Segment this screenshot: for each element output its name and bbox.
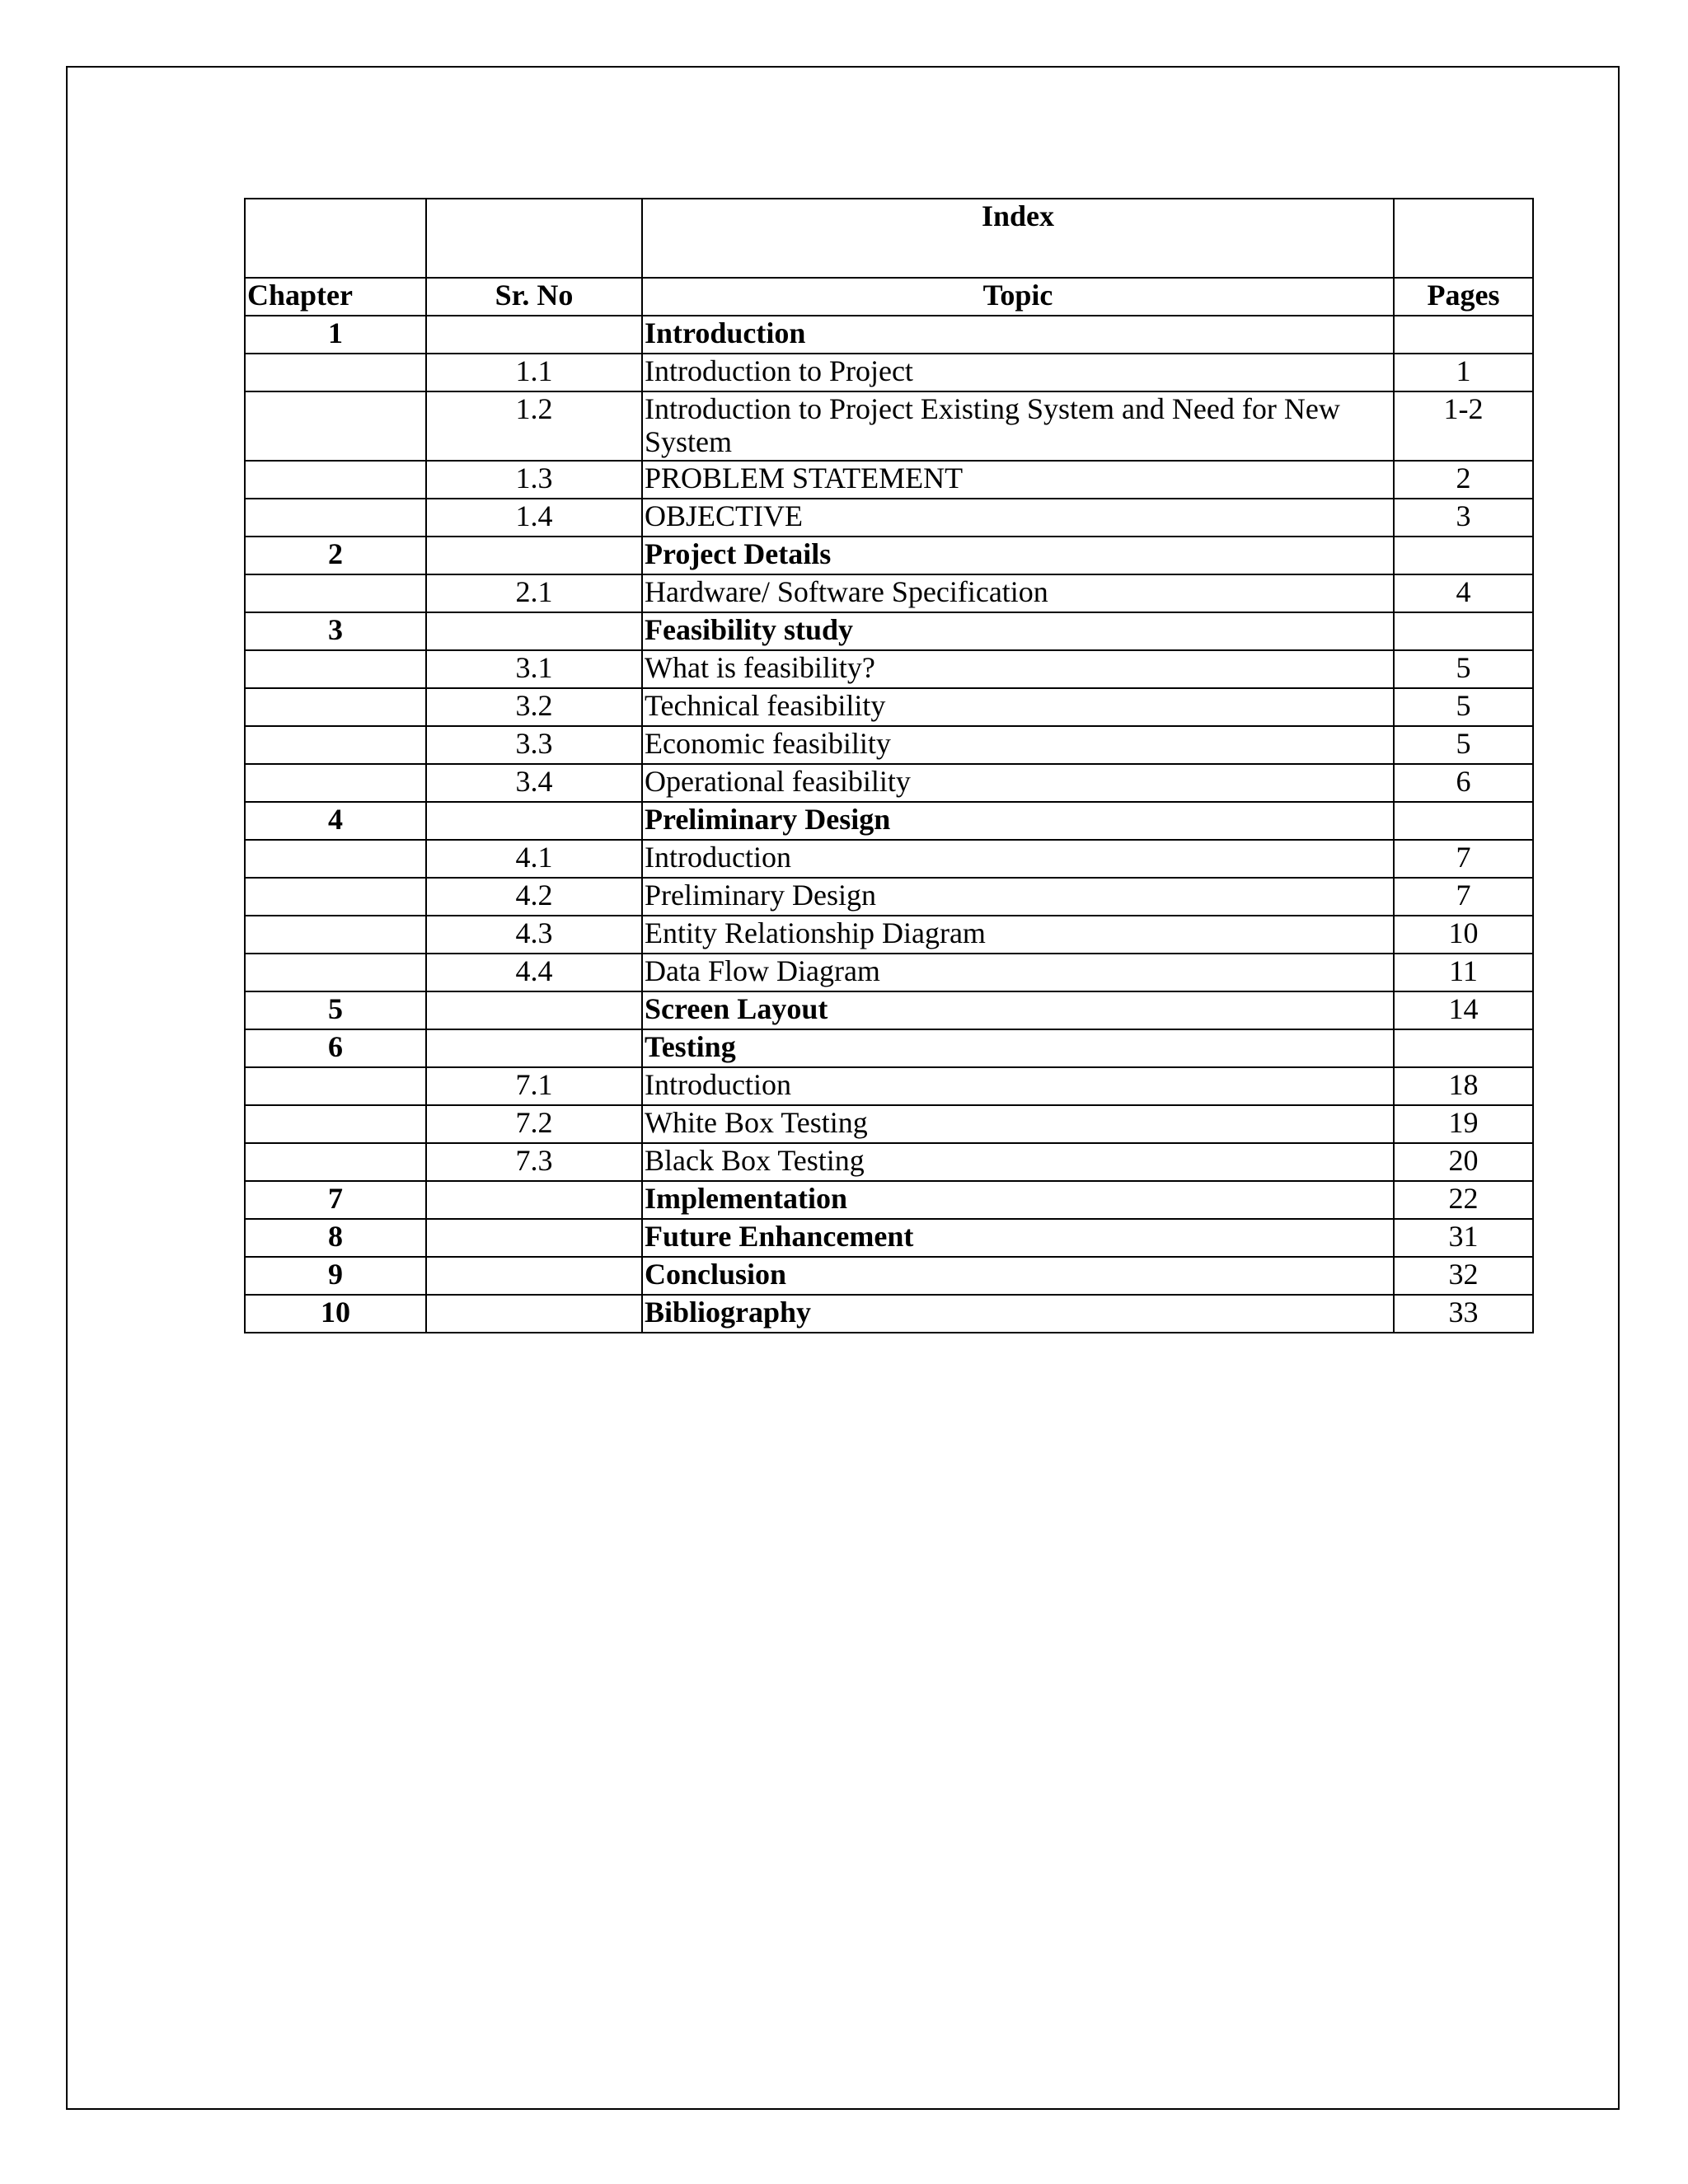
- section-number: 3.3: [426, 726, 642, 764]
- page-number: [1394, 537, 1533, 574]
- table-row: [245, 391, 1533, 461]
- section-number: [426, 537, 642, 574]
- topic-title: Hardware/ Software Specification: [642, 574, 1394, 612]
- section-number: [426, 1295, 642, 1333]
- page-number: [1394, 316, 1533, 354]
- table-row: [245, 499, 1533, 537]
- table-row: [245, 650, 1533, 688]
- chapter-number: 10: [245, 1295, 426, 1333]
- chapter-number: [245, 354, 426, 391]
- page-number: [1394, 802, 1533, 840]
- section-number: [426, 316, 642, 354]
- topic-title: Economic feasibility: [642, 726, 1394, 764]
- topic-title: Data Flow Diagram: [642, 954, 1394, 991]
- topic-title: Technical feasibility: [642, 688, 1394, 726]
- chapter-number: [245, 391, 426, 461]
- section-number: [426, 991, 642, 1029]
- page-number: 31: [1394, 1219, 1533, 1257]
- title-row: [245, 199, 1533, 278]
- page-number: 11: [1394, 954, 1533, 991]
- title-empty-cell: [245, 199, 426, 278]
- chapter-number: 8: [245, 1219, 426, 1257]
- section-number: 1.3: [426, 461, 642, 499]
- table-row: [245, 461, 1533, 499]
- section-number: 4.2: [426, 878, 642, 916]
- section-number: 3.2: [426, 688, 642, 726]
- page-number: 5: [1394, 726, 1533, 764]
- chapter-number: [245, 499, 426, 537]
- topic-title: White Box Testing: [642, 1105, 1394, 1143]
- page-number: 33: [1394, 1295, 1533, 1333]
- page-number: 2: [1394, 461, 1533, 499]
- chapter-number: 9: [245, 1257, 426, 1295]
- chapter-number: [245, 1105, 426, 1143]
- section-number: 2.1: [426, 574, 642, 612]
- table-row: [245, 688, 1533, 726]
- topic-title: What is feasibility?: [642, 650, 1394, 688]
- chapter-row: [245, 802, 1533, 840]
- title-empty-cell: [426, 199, 642, 278]
- page-number: 4: [1394, 574, 1533, 612]
- header-row: [245, 278, 1533, 316]
- topic-title: Preliminary Design: [642, 878, 1394, 916]
- chapter-row: [245, 1219, 1533, 1257]
- table-row: [245, 1143, 1533, 1181]
- page-number: 10: [1394, 916, 1533, 954]
- table-row: [245, 764, 1533, 802]
- topic-title: Introduction: [642, 316, 1394, 354]
- section-number: 3.4: [426, 764, 642, 802]
- chapter-number: [245, 764, 426, 802]
- table-row: [245, 726, 1533, 764]
- page-number: 3: [1394, 499, 1533, 537]
- table-row: [245, 354, 1533, 391]
- chapter-number: [245, 878, 426, 916]
- section-number: 4.4: [426, 954, 642, 991]
- table-row: [245, 574, 1533, 612]
- topic-title: Introduction: [642, 1067, 1394, 1105]
- page-number: [1394, 612, 1533, 650]
- index-table-body: [245, 199, 1533, 1333]
- section-number: [426, 1181, 642, 1219]
- page-number: 7: [1394, 878, 1533, 916]
- section-number: [426, 1029, 642, 1067]
- section-number: 3.1: [426, 650, 642, 688]
- page-number: [1394, 1029, 1533, 1067]
- page-number: 20: [1394, 1143, 1533, 1181]
- topic-title: Entity Relationship Diagram: [642, 916, 1394, 954]
- topic-title: Screen Layout: [642, 991, 1394, 1029]
- page-number: 5: [1394, 650, 1533, 688]
- chapter-number: 4: [245, 802, 426, 840]
- chapter-number: [245, 650, 426, 688]
- topic-title: Future Enhancement: [642, 1219, 1394, 1257]
- topic-title: Introduction to Project: [642, 354, 1394, 391]
- section-number: 7.2: [426, 1105, 642, 1143]
- chapter-number: [245, 916, 426, 954]
- page-number: 19: [1394, 1105, 1533, 1143]
- section-number: 1.4: [426, 499, 642, 537]
- header-topic: Topic: [642, 278, 1394, 316]
- page-title: Index: [642, 199, 1394, 278]
- page-number: 14: [1394, 991, 1533, 1029]
- chapter-row: [245, 612, 1533, 650]
- header-chapter: Chapter: [245, 278, 426, 316]
- table-row: [245, 1067, 1533, 1105]
- table-row: [245, 878, 1533, 916]
- chapter-number: [245, 840, 426, 878]
- page-number: 6: [1394, 764, 1533, 802]
- chapter-row: [245, 991, 1533, 1029]
- header-pages: Pages: [1394, 278, 1533, 316]
- chapter-number: [245, 574, 426, 612]
- page-number: 32: [1394, 1257, 1533, 1295]
- section-number: 7.3: [426, 1143, 642, 1181]
- page-number: 22: [1394, 1181, 1533, 1219]
- topic-title: Implementation: [642, 1181, 1394, 1219]
- chapter-number: [245, 954, 426, 991]
- table-row: [245, 954, 1533, 991]
- chapter-row: [245, 1029, 1533, 1067]
- section-number: [426, 802, 642, 840]
- section-number: [426, 1219, 642, 1257]
- chapter-number: [245, 1067, 426, 1105]
- chapter-number: 6: [245, 1029, 426, 1067]
- chapter-number: 5: [245, 991, 426, 1029]
- section-number: 1.1: [426, 354, 642, 391]
- topic-title: Introduction to Project Existing System and Need for New System: [642, 391, 1394, 461]
- topic-title: Black Box Testing: [642, 1143, 1394, 1181]
- topic-title: Project Details: [642, 537, 1394, 574]
- index-table: [244, 198, 1534, 1333]
- topic-title: Feasibility study: [642, 612, 1394, 650]
- chapter-number: 1: [245, 316, 426, 354]
- chapter-row: [245, 537, 1533, 574]
- topic-title: Testing: [642, 1029, 1394, 1067]
- table-row: [245, 840, 1533, 878]
- chapter-row: [245, 1181, 1533, 1219]
- page-number: 18: [1394, 1067, 1533, 1105]
- section-number: [426, 612, 642, 650]
- table-row: [245, 1105, 1533, 1143]
- table-row: [245, 916, 1533, 954]
- section-number: 7.1: [426, 1067, 642, 1105]
- chapter-number: [245, 688, 426, 726]
- topic-title: PROBLEM STATEMENT: [642, 461, 1394, 499]
- chapter-number: 2: [245, 537, 426, 574]
- chapter-row: [245, 316, 1533, 354]
- chapter-number: [245, 1143, 426, 1181]
- topic-title: Operational feasibility: [642, 764, 1394, 802]
- section-number: [426, 1257, 642, 1295]
- topic-title: Bibliography: [642, 1295, 1394, 1333]
- page-number: 1-2: [1394, 391, 1533, 461]
- topic-title: Preliminary Design: [642, 802, 1394, 840]
- topic-title: OBJECTIVE: [642, 499, 1394, 537]
- page-number: 7: [1394, 840, 1533, 878]
- title-empty-cell: [1394, 199, 1533, 278]
- chapter-number: 7: [245, 1181, 426, 1219]
- page-number: 5: [1394, 688, 1533, 726]
- chapter-number: [245, 461, 426, 499]
- chapter-row: [245, 1257, 1533, 1295]
- header-sr-no: Sr. No: [426, 278, 642, 316]
- page-number: 1: [1394, 354, 1533, 391]
- chapter-row: [245, 1295, 1533, 1333]
- topic-title: Conclusion: [642, 1257, 1394, 1295]
- section-number: 4.1: [426, 840, 642, 878]
- chapter-number: 3: [245, 612, 426, 650]
- chapter-number: [245, 726, 426, 764]
- section-number: 1.2: [426, 391, 642, 461]
- topic-title: Introduction: [642, 840, 1394, 878]
- section-number: 4.3: [426, 916, 642, 954]
